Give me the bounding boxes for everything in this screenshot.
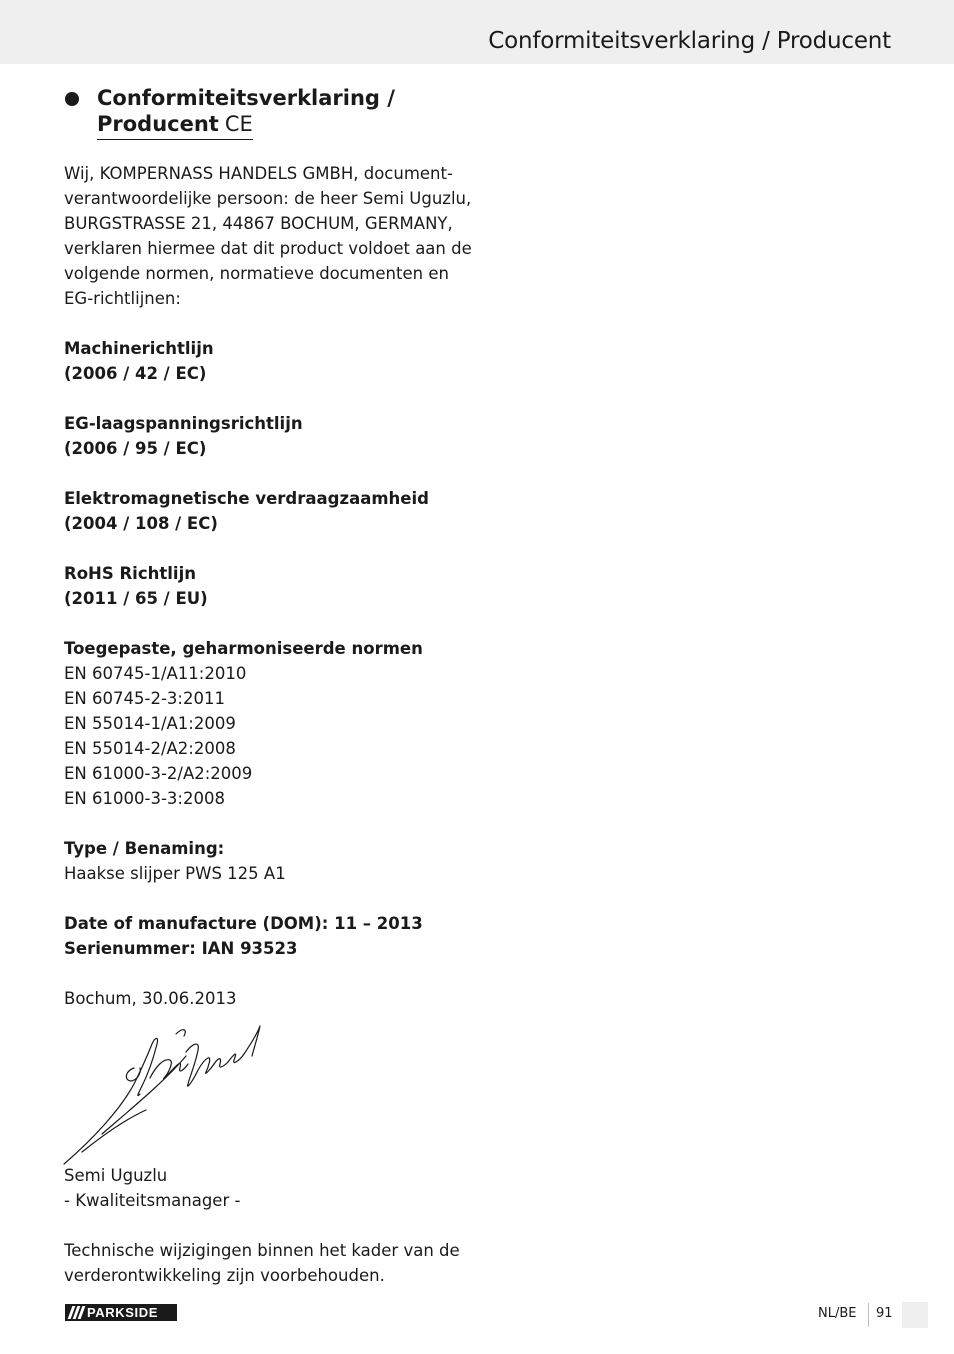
intro-line: volgende normen, normatieve documenten en — [64, 264, 449, 283]
footer-divider — [868, 1303, 869, 1327]
intro-line: Wij, KOMPERNASS HANDELS GMBH, document- — [64, 164, 453, 183]
directive-code: (2011 / 65 / EU) — [64, 589, 208, 608]
declaration-body — [64, 161, 474, 1036]
technical-note-line: Technische wijzigingen binnen het kader van de — [64, 1241, 460, 1260]
type-heading: Type / Benaming: — [64, 839, 225, 858]
technical-note-line: verderontwikkeling zijn voorbehouden. — [64, 1266, 385, 1285]
directive-name: Elektromagnetische verdraagzaamheid — [64, 489, 429, 508]
serial-number: Serienummer: IAN 93523 — [64, 939, 298, 958]
page-corner-box — [902, 1302, 928, 1328]
directive-low-voltage — [64, 411, 474, 461]
norm-item: EN 61000-3-3:2008 — [64, 789, 225, 808]
norm-item: EN 60745-1/A11:2010 — [64, 664, 247, 683]
signer-block — [64, 1163, 240, 1213]
type-block — [64, 836, 474, 886]
section-title — [97, 85, 395, 140]
signer-name: Semi Uguzlu — [64, 1166, 168, 1185]
norms-block — [64, 636, 474, 811]
technical-note — [64, 1238, 484, 1288]
intro-line: EG-richtlijnen: — [64, 289, 181, 308]
norm-item: EN 55014-2/A2:2008 — [64, 739, 236, 758]
page-number: 91 — [876, 1306, 893, 1321]
brand-name: PARKSIDE — [87, 1305, 159, 1320]
signature-image — [62, 1022, 267, 1167]
logo-stripes-icon — [65, 1304, 87, 1321]
directive-name: Machinerichtlijn — [64, 339, 214, 358]
norm-item: EN 55014-1/A1:2009 — [64, 714, 236, 733]
manufacture-block — [64, 911, 474, 961]
directive-machine — [64, 336, 474, 386]
directive-code: (2006 / 95 / EC) — [64, 439, 207, 458]
section-title-line1: Conformiteitsverklaring / — [97, 86, 395, 110]
header-bar — [0, 0, 954, 64]
norms-heading: Toegepaste, geharmoniseerde normen — [64, 639, 423, 658]
ce-mark-icon: CE — [224, 112, 253, 136]
directive-emc — [64, 486, 474, 536]
intro-line: BURGSTRASSE 21, 44867 BOCHUM, GERMANY, — [64, 214, 453, 233]
language-code: NL/BE — [818, 1306, 857, 1321]
directive-name: RoHS Richtlijn — [64, 564, 196, 583]
place-date: Bochum, 30.06.2013 — [64, 989, 237, 1008]
norm-item: EN 61000-3-2/A2:2009 — [64, 764, 253, 783]
directive-code: (2004 / 108 / EC) — [64, 514, 218, 533]
type-value: Haakse slijper PWS 125 A1 — [64, 864, 286, 883]
intro-line: verantwoordelijke persoon: de heer Semi Uguzlu, — [64, 189, 472, 208]
section-title-producent: Producent — [97, 112, 219, 136]
signer-role: - Kwaliteitsmanager - — [64, 1191, 241, 1210]
manufacture-date: Date of manufacture (DOM): 11 – 2013 — [64, 914, 423, 933]
norm-item: EN 60745-2-3:2011 — [64, 689, 225, 708]
section-title-line2 — [97, 111, 253, 140]
directive-code: (2006 / 42 / EC) — [64, 364, 207, 383]
page-header-title: Conformiteitsverklaring / Producent — [488, 28, 891, 54]
intro-paragraph — [64, 161, 474, 311]
intro-line: verklaren hiermee dat dit product voldoet aan de — [64, 239, 472, 258]
parkside-logo — [65, 1304, 177, 1321]
section-bullet — [65, 92, 79, 106]
directive-name: EG-laagspanningsrichtlijn — [64, 414, 303, 433]
directive-rohs — [64, 561, 474, 611]
